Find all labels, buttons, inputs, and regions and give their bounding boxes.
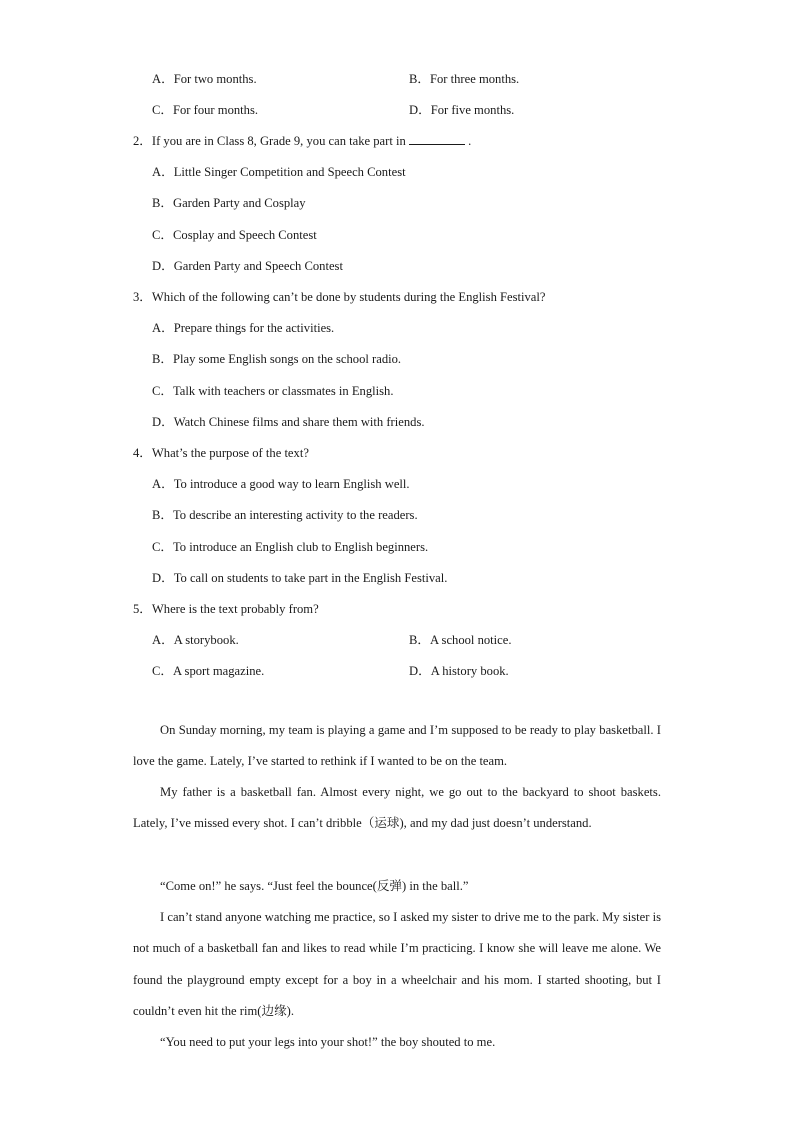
passage-paragraph-2: My father is a basketball fan. Almost every night, we go out to the backyard to shoot baskets. Lately, I’ve missed every shot. I can’t dribble（运球), and my dad just doesn’t understand. xyxy=(133,785,661,831)
q2-option-d: D．Garden Party and Speech Contest xyxy=(152,259,343,273)
q5-option-c: C．A sport magazine. xyxy=(152,664,265,678)
q1-option-b: B．For three months. xyxy=(409,72,520,86)
q4-option-d: D．To call on students to take part in the English Festival. xyxy=(152,571,448,585)
q4-option-a: A．To introduce a good way to learn English well. xyxy=(152,477,410,491)
q5-option-b: B．A school notice. xyxy=(409,633,512,647)
q3-option-c: C．Talk with teachers or classmates in English. xyxy=(152,384,394,398)
q1-option-a: A．For two months. xyxy=(152,72,257,86)
passage-paragraph-4: I can’t stand anyone watching me practice, so I asked my sister to drive me to the park. My sister is not much of a basketball fan and likes to read while I’m practicing. I know she will leave me alone. We found the playground empty except for a boy in a wheelchair and his mom. I started shooting, but I couldn’t even hit the rim(边缘). xyxy=(133,910,661,1018)
q2-option-c: C．Cosplay and Speech Contest xyxy=(152,228,317,242)
passage-paragraph-3: “Come on!” he says. “Just feel the bounce(反弹) in the ball.” xyxy=(160,879,469,893)
q4-stem: 4．What’s the purpose of the text? xyxy=(133,446,309,460)
q5-stem: 5．Where is the text probably from? xyxy=(133,602,319,616)
q1-option-d: D．For five months. xyxy=(409,103,515,117)
q3-option-b: B．Play some English songs on the school radio. xyxy=(152,352,402,366)
q2-stem-end: . xyxy=(468,134,472,148)
passage-paragraph-1: On Sunday morning, my team is playing a game and I’m supposed to be ready to play basketball. I love the game. Lately, I’ve started to rethink if I wanted to be on the team. xyxy=(133,723,661,769)
q2-option-a: A．Little Singer Competition and Speech Contest xyxy=(152,165,406,179)
q2-stem-text: 2．If you are in Class 8, Grade 9, you can take part in xyxy=(133,134,406,148)
q4-option-b: B．To describe an interesting activity to the readers. xyxy=(152,508,418,522)
q3-option-a: A．Prepare things for the activities. xyxy=(152,321,335,335)
passage-paragraph-5: “You need to put your legs into your shot!” the boy shouted to me. xyxy=(160,1035,496,1049)
q4-option-c: C．To introduce an English club to English beginners. xyxy=(152,540,429,554)
q5-option-a: A．A storybook. xyxy=(152,633,239,647)
q3-option-d: D．Watch Chinese films and share them with friends. xyxy=(152,415,425,429)
q1-option-c: C．For four months. xyxy=(152,103,259,117)
answer-blank xyxy=(409,133,465,145)
q2-option-b: B．Garden Party and Cosplay xyxy=(152,196,306,210)
q3-stem: 3．Which of the following can’t be done by students during the English Festival? xyxy=(133,290,546,304)
q5-option-d: D．A history book. xyxy=(409,664,509,678)
q2-stem xyxy=(133,130,471,149)
